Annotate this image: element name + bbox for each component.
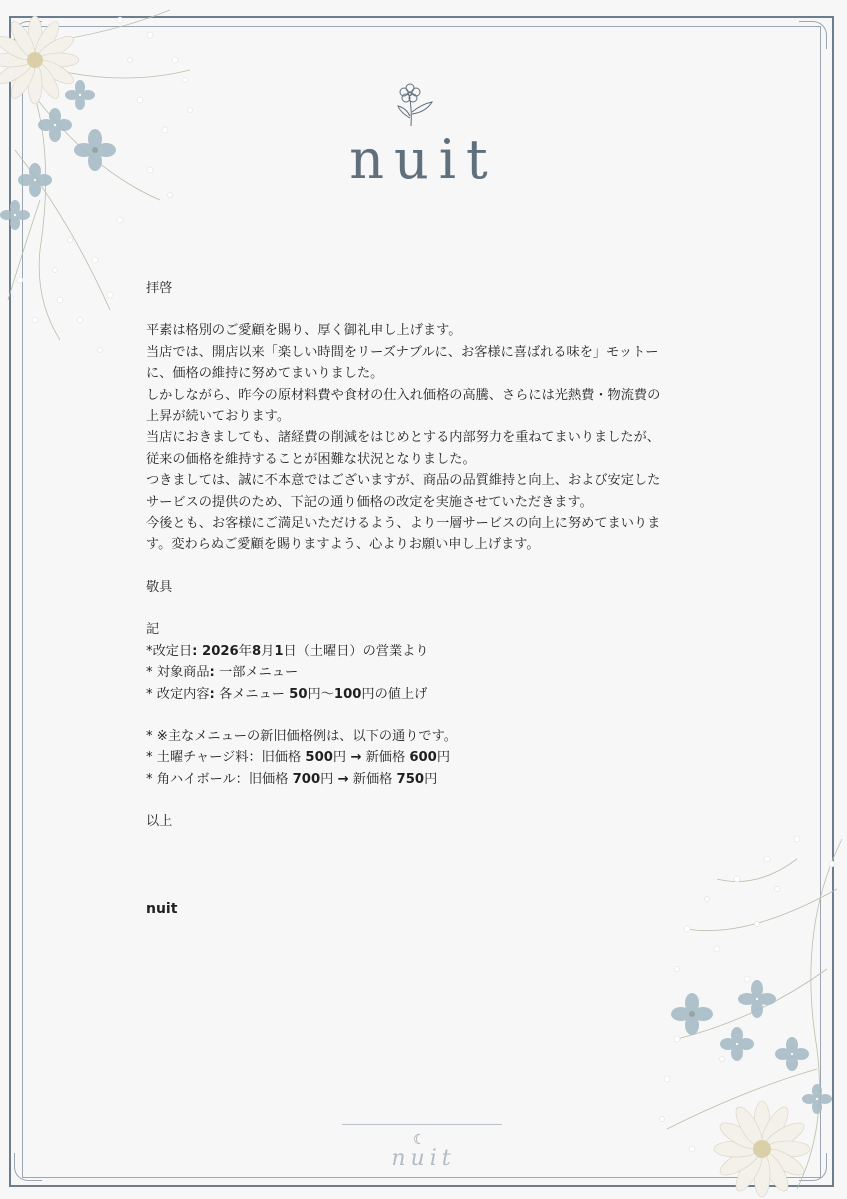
revision-year: 2026 (202, 643, 239, 659)
revision-date (146, 641, 726, 662)
new-price-label: 新価格 (361, 750, 410, 766)
revision-date-suffix: （土曜日）の営業より (296, 643, 429, 659)
target-items-value: 一部メニュー (214, 665, 299, 681)
arrow-icon: → (350, 750, 362, 766)
letter-body (146, 278, 726, 833)
body-line: しかしながら、昨今の原材料費や食材の仕入れ価格の高騰、さらには光熱費・物流費の (146, 387, 661, 403)
new-price: 600 (409, 750, 437, 766)
body-line: 従来の価格を維持することが困難な状況となりました。 (146, 451, 476, 467)
revision-content-colon: : (209, 686, 215, 702)
signature: nuit (146, 901, 178, 917)
target-items (146, 662, 726, 683)
revision-content-label: * 改定内容 (146, 686, 210, 702)
arrow-icon: → (337, 771, 349, 787)
increase-min: 50 (289, 686, 308, 702)
price-item-label: * 角ハイボール：旧価格 (146, 771, 293, 787)
old-price: 700 (292, 771, 321, 787)
closing: 敬具 (146, 579, 173, 595)
revision-year-unit: 年 (238, 643, 252, 659)
increase-min-unit: 円〜 (307, 686, 334, 702)
target-items-label: * 対象商品 (146, 665, 210, 681)
footer-divider (342, 1124, 502, 1125)
revision-month: 8 (251, 643, 262, 659)
greeting: 拝啓 (146, 281, 173, 296)
new-price-label: 新価格 (348, 771, 397, 787)
body-line: 当店におきましても、諸経費の削減をはじめとする内部努力を重ねてまいりましたが、 (146, 430, 660, 446)
floral-decoration-bottom-right (647, 829, 847, 1199)
body-line: つきましては、誠に不本意ではございますが、商品の品質維持と向上、および安定した (146, 473, 661, 489)
moon-icon: ☾ (413, 1132, 426, 1148)
revision-day-unit: 日 (283, 643, 297, 659)
flower-logo-icon (392, 82, 442, 128)
end-mark: 以上 (146, 814, 173, 830)
body-line: サービスの提供のため、下記の通り価格の改定を実施させていただきます。 (146, 494, 593, 510)
revision-month-unit: 月 (261, 643, 275, 659)
target-items-colon: : (209, 665, 215, 681)
footer-logo: nuit (391, 1146, 456, 1171)
old-price-unit: 円 (332, 750, 351, 766)
old-price: 500 (305, 750, 333, 766)
body-line: す。変わらぬご愛顧を賜りますよう、心よりお願い申し上げます。 (146, 537, 540, 553)
old-price-unit: 円 (320, 771, 338, 787)
body-line: 上昇が続いております。 (146, 409, 291, 425)
revision-content (146, 684, 726, 705)
examples-intro: * ※主なメニューの新旧価格例は、以下の通りです。 (146, 728, 457, 744)
new-price: 750 (396, 771, 425, 787)
revision-date-label: *改定日 (146, 643, 193, 659)
frame-corner (799, 21, 827, 49)
price-item-label: * 土曜チャージ料：旧価格 (146, 750, 306, 766)
brand-title: nuit (349, 128, 498, 191)
body-line: に、価格の維持に努めてまいりました。 (146, 366, 384, 382)
increase-max-unit: 円の値上げ (361, 686, 428, 702)
revision-date-colon: : (192, 643, 203, 659)
revision-content-text: 各メニュー (214, 686, 290, 702)
new-price-unit: 円 (436, 750, 451, 766)
price-example-row (146, 769, 726, 790)
body-line: 今後とも、お客様にご満足いただけるよう、より一層サービスの向上に努めてまいりま (146, 516, 661, 532)
revision-day: 1 (274, 643, 284, 659)
increase-max: 100 (333, 686, 362, 702)
body-line: 平素は格別のご愛顧を賜り、厚く御礼申し上げます。 (146, 323, 462, 339)
new-price-unit: 円 (424, 771, 438, 787)
body-line: 当店では、開店以来「楽しい時間をリーズナブルに、お客様に喜ばれる味を」モットー (146, 344, 659, 360)
ki-heading: 記 (146, 622, 160, 638)
price-example-row (146, 747, 726, 768)
